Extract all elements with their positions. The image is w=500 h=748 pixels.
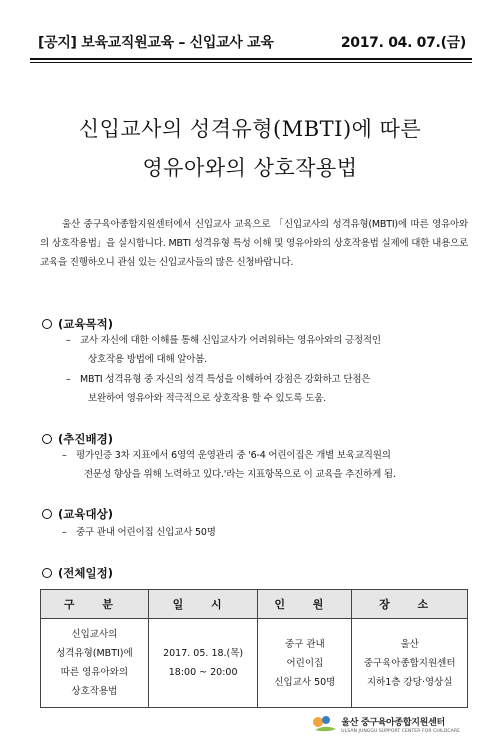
column-header-place: 장 소 bbox=[352, 590, 468, 619]
circle-bullet-icon bbox=[42, 434, 52, 444]
column-header-datetime: 일 시 bbox=[148, 590, 258, 619]
footer-center-name: 울산 중구육아종합지원센터 bbox=[341, 717, 445, 728]
table-row bbox=[41, 619, 468, 708]
circle-bullet-icon bbox=[42, 319, 52, 329]
notice-date: 2017. 04. 07.(금) bbox=[340, 35, 466, 51]
cell-people: 중구 관내 어린이집 신입교사 50명 bbox=[258, 619, 352, 708]
main-title-line2: 영유아와의 상호작용법 bbox=[142, 156, 358, 180]
cell-datetime: 2017. 05. 18.(목) 18:00 ~ 20:00 bbox=[148, 619, 258, 708]
section-heading-target: (교육대상) bbox=[42, 506, 113, 522]
cell-place: 울산 중구육아종합지원센터 지하1층 강당·영상실 bbox=[352, 619, 468, 708]
section-heading-background: (추진배경) bbox=[42, 431, 113, 447]
section-heading-purpose: (교육목적) bbox=[42, 316, 113, 332]
footer-center-english: ULSAN JUNGGU SUPPORT CENTER FOR CHILDCARE bbox=[341, 728, 460, 734]
circle-bullet-icon bbox=[42, 509, 52, 519]
notice-header bbox=[30, 32, 472, 56]
circle-bullet-icon bbox=[42, 568, 52, 578]
center-logo-icon bbox=[312, 714, 338, 734]
list-item: – 평가인증 3차 지표에서 6영역 운영관리 중 '6-4 어린이집은 개별 보육교직원의 전문성 향상을 위해 노력하고 있다.'라는 지표항목으로 이 교육을 추진하게 됨. bbox=[62, 450, 396, 480]
section-heading-schedule: (전체일정) bbox=[42, 565, 113, 581]
column-header-category: 구 분 bbox=[41, 590, 149, 619]
cell-category: 신입교사의 성격유형(MBTI)에 따른 영유아와의 상호작용법 bbox=[41, 619, 149, 708]
list-item: – 교사 자신에 대한 이해를 통해 신입교사가 어려워하는 영유아와의 긍정적인 상호작용 방법에 대해 알아봄. bbox=[66, 335, 381, 365]
list-item: – 중구 관내 어린이집 신입교사 50명 bbox=[62, 527, 216, 538]
intro-text: 울산 중구육아종합지원센터에서 신입교사 교육으로 「신입교사의 성격유형(MBTI)에 따른 영유아와의 상호작용법」을 실시합니다. MBTI 성격유형 특성 이해 및 영유아와의 상호작용법 실제에 대한 내용으로 교육을 진행하오니 관심 있는 신입교사들의 많은 신청바랍니다. bbox=[40, 219, 468, 268]
intro-paragraph bbox=[40, 215, 468, 272]
footer-logo bbox=[312, 713, 460, 735]
column-header-people: 인 원 bbox=[258, 590, 352, 619]
header-divider bbox=[30, 58, 472, 60]
schedule-table bbox=[40, 589, 468, 708]
table-header-row bbox=[41, 590, 468, 619]
main-title-line1: 신입교사의 성격유형(MBTI)에 따른 bbox=[78, 117, 422, 141]
header-divider-thin bbox=[30, 62, 472, 63]
notice-title: [공지] 보육교직원교육 – 신입교사 교육 bbox=[38, 35, 274, 51]
list-item: – MBTI 성격유형 중 자신의 성격 특성을 이해하여 강점은 강화하고 단점은 보완하여 영유아와 적극적으로 상호작용 할 수 있도록 도움. bbox=[66, 374, 371, 404]
